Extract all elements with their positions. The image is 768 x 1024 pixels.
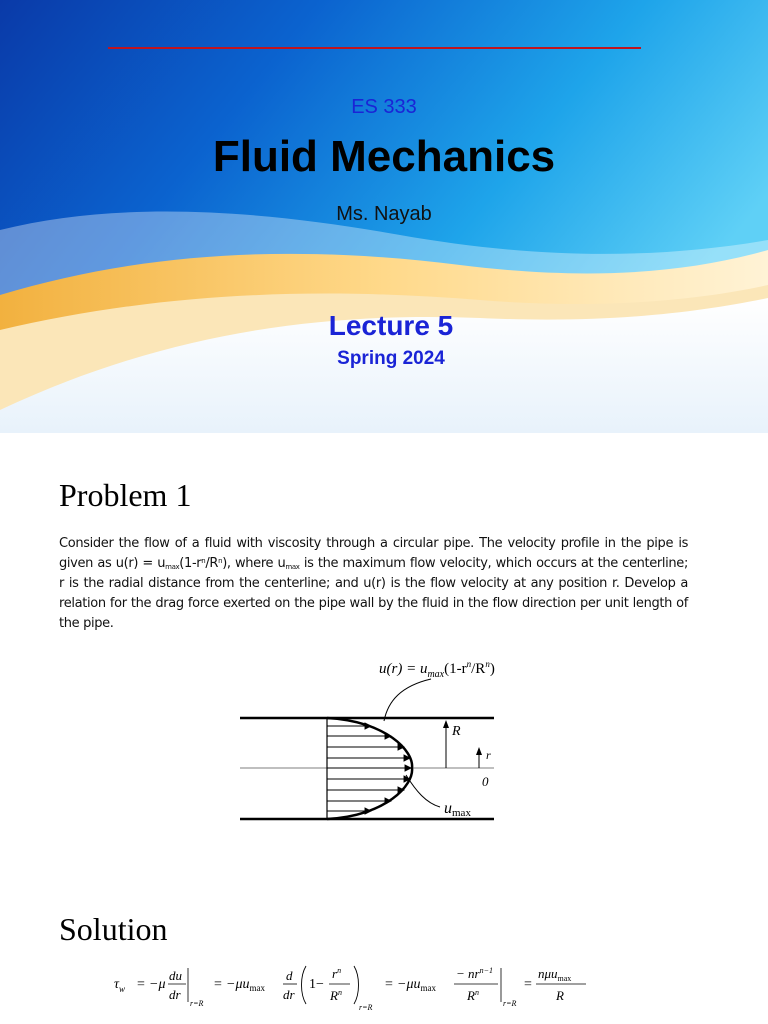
svg-text:=: =	[385, 977, 393, 992]
instructor-name: Ms. Nayab	[336, 203, 432, 225]
svg-text:nμumax: nμu$_{max}$	[538, 966, 572, 983]
svg-text:=: =	[524, 977, 532, 992]
svg-text:r=R: r=R	[359, 1003, 373, 1012]
label-zero: 0	[482, 774, 489, 789]
svg-text:dr: dr	[169, 987, 181, 1002]
label-R: R	[452, 724, 461, 739]
course-code: ES 333	[351, 96, 417, 118]
svg-text:−μumax: $-\mu u_{max}$	[397, 977, 436, 993]
problem-text-4: ), where u	[222, 556, 286, 571]
svg-text:du: du	[169, 968, 182, 983]
label-r: r	[486, 748, 491, 762]
svg-text:dr: dr	[283, 987, 295, 1002]
equation-leader-line	[384, 679, 431, 721]
figure-equation: $u(r) = u_{max}(1-r^n/R^n)$	[379, 659, 495, 680]
label-umax: umax	[444, 800, 471, 819]
svg-text:Rn: $R^n$	[330, 988, 342, 1003]
svg-text:r=R: r=R	[190, 999, 204, 1008]
svg-text:− nrn−1: − $nr^{n-1}$	[456, 966, 493, 981]
problem-text-5: is the maximum flow velocity, which occurs at the centerline; r is the radial distance from the centerline; and u(r) is the flow velocity at any position r. Develop a relation for the drag force exerted on the pipe wall by the fluid in the flow direction per unit length of the pipe.	[59, 556, 688, 631]
svg-text:Rn: $R^n$	[467, 988, 479, 1003]
problem-text-n-sup: n	[201, 557, 206, 565]
problem-text-2: (1-r	[179, 556, 202, 571]
solution-heading: Solution	[59, 911, 168, 947]
lecture-number: Lecture 5	[328, 310, 454, 341]
svg-text:=: =	[137, 977, 145, 992]
problem-text-3: /R	[205, 556, 219, 571]
svg-text:r=R: r=R	[503, 999, 517, 1008]
svg-text:d: d	[286, 968, 293, 983]
title-slide	[0, 0, 768, 433]
svg-text:τw: $\tau_w$	[114, 977, 126, 994]
radius-r-arrowhead	[476, 747, 482, 755]
problem-heading: Problem 1	[59, 477, 192, 513]
problem-text-n-sup-2: n	[218, 557, 223, 565]
problem-text-1: Consider the flow of a fluid with viscosity through a circular pipe. The velocity profile in the pipe is given as u(r) = u	[59, 536, 688, 571]
svg-text:rn: $r^n$	[332, 966, 342, 981]
velocity-arrows	[327, 723, 411, 814]
velocity-profile-curve	[327, 718, 412, 819]
course-title: Fluid Mechanics	[212, 132, 556, 181]
velocity-profile-figure	[236, 651, 498, 826]
svg-text:−μ: −μ	[149, 977, 166, 992]
umax-leader-line	[406, 775, 440, 807]
problem-statement	[59, 534, 688, 634]
wall-shear-stress-equation	[110, 958, 600, 1018]
svg-text:1−: 1−	[309, 977, 324, 992]
svg-text:−μumax: $-\mu u_{max}$	[226, 977, 265, 993]
svg-text:=: =	[214, 977, 222, 992]
radius-R-arrowhead	[443, 720, 449, 728]
term-label: Spring 2024	[337, 348, 445, 369]
problem-text-umax-sub: max	[165, 563, 180, 571]
svg-text:R: R	[556, 988, 564, 1003]
problem-text-umax-sub-2: max	[285, 563, 300, 571]
problem-page	[0, 433, 768, 1024]
